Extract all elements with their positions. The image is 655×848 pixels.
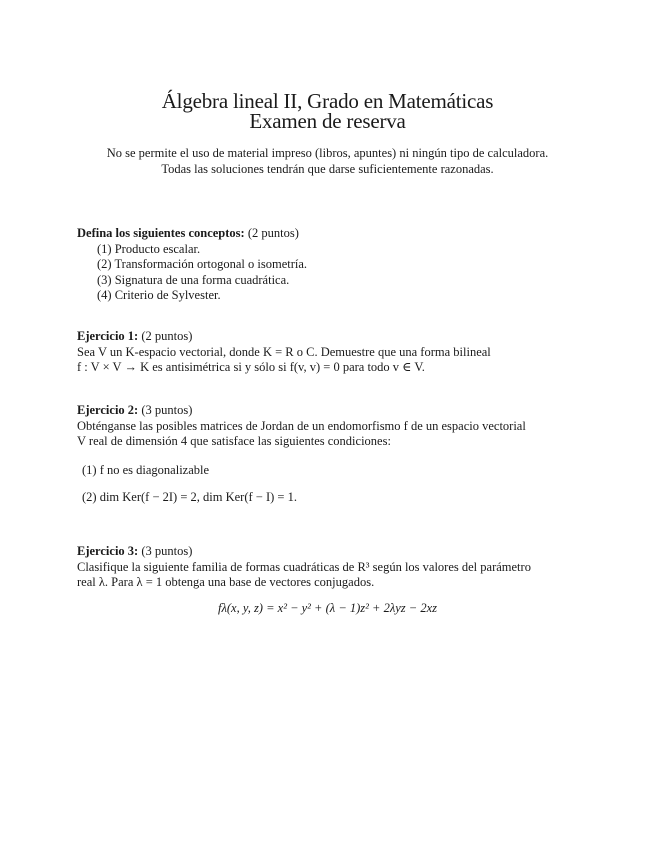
exercise-2-condition-1: (1) f no es diagonalizable <box>82 463 210 477</box>
definition-item: (3) Signatura de una forma cuadrática. <box>97 272 290 287</box>
exercise-3-text-line-2: real λ. Para λ = 1 obtenga una base de vectores conjugados. <box>77 575 375 589</box>
definitions-points: (2 puntos) <box>244 226 299 240</box>
definition-item: (4) Criterio de Sylvester. <box>97 288 221 302</box>
exercise-2 <box>77 403 579 450</box>
definitions-heading <box>77 226 579 242</box>
exam-title: Álgebra lineal II, Grado en Matemáticas <box>161 89 494 113</box>
exercise-3-text-line-1: Clasifique la siguiente familia de formas cuadráticas de R³ según los valores del parámetro <box>77 559 531 574</box>
exam-instructions <box>0 145 655 177</box>
exercise-3-heading <box>77 544 579 560</box>
exercise-1-text-line-1: Sea V un K-espacio vectorial, donde K = R o C. Demuestre que una forma bilineal <box>77 344 491 359</box>
exam-subtitle: Examen de reserva <box>249 109 406 133</box>
exercise-3-points: (3 puntos) <box>138 544 193 558</box>
exercise-2-text-line-1: Obténganse las posibles matrices de Jordan de un endomorfismo f de un espacio vectorial <box>77 418 526 433</box>
instructions-line-2: Todas las soluciones tendrán que darse suficientemente razonadas. <box>161 162 494 176</box>
exercise-2-condition-2: (2) dim Ker(f − 2I) = 2, dim Ker(f − I) = 1. <box>82 490 297 504</box>
exercise-2-label: Ejercicio 2: <box>77 403 139 417</box>
definition-item: (2) Transformación ortogonal o isometría. <box>97 257 308 271</box>
exercise-2-points: (3 puntos) <box>138 403 193 417</box>
exercise-2-text-line-2: V real de dimensión 4 que satisface las siguientes condiciones: <box>77 434 391 448</box>
exercise-2-heading <box>77 403 579 419</box>
exercise-3 <box>77 544 579 591</box>
definition-item: (1) Producto escalar. <box>97 241 201 256</box>
exercise-1-points: (2 puntos) <box>138 329 193 343</box>
definitions-section <box>77 226 579 304</box>
quadratic-form-formula: fλ(x, y, z) = x² − y² + (λ − 1)z² + 2λyz − 2xz <box>217 601 438 615</box>
exercise-1-text-line-2: f : V × V → K es antisimétrica si y sólo si f(v, v) = 0 para todo v ∈ V. <box>77 360 425 374</box>
exercise-1-label: Ejercicio 1: <box>77 329 139 343</box>
instructions-line-1: No se permite el uso de material impreso (libros, apuntes) ni ningún tipo de calculadora. <box>106 146 549 160</box>
exercise-1 <box>77 329 579 376</box>
exercise-3-label: Ejercicio 3: <box>77 544 139 558</box>
definitions-list <box>77 242 579 304</box>
definitions-heading-label: Defina los siguientes conceptos: <box>77 226 245 240</box>
exercise-1-heading <box>77 329 579 345</box>
